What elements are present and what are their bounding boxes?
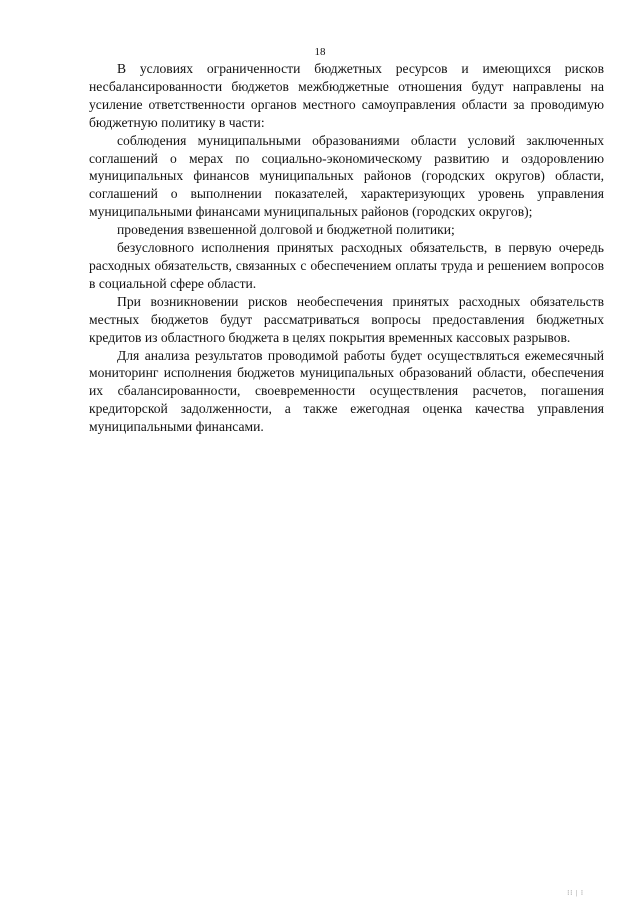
paragraph-budget-credits: При возникновении рисков необеспечения принятых расходных обязательств местных бюджетов будут рассматриваться вопросы предоставления бюджетных кредитов из областного бюджета в целях покрытия временных кассовых разрывов. (89, 293, 604, 345)
paragraph-intro: В условиях ограниченности бюджетных ресурсов и имеющихся рисков несбалансированности бюджетов межбюджетные отношения будут направлены на усиление ответственности органов местного самоуправления области за проводимую бюджетную политику в части: (89, 61, 604, 130)
paragraph-monitoring: Для анализа результатов проводимой работы будет осуществляться ежемесячный мониторинг исполнения бюджетов муниципальных образований области, обеспечения их сбалансированности, своевременности осуществления расчетов, погашения кредиторской задолженности, а также ежегодная оценка качества управления муниципальными финансами. (89, 347, 604, 435)
page-number: 18 (314, 46, 326, 58)
paragraph-obligations: безусловного исполнения принятых расходных обязательств, в первую очередь расходных обязательств, связанных с обеспечением оплаты труда и решением вопросов в социальной сфере области. (89, 240, 604, 291)
paragraph-agreements: соблюдения муниципальными образованиями области условий заключенных соглашений о мерах по социально-экономическому развитию и оздоровлению муниципальных финансов муниципальных районов (городских округов) области, соглашений о выполнении показателей, характеризующих уровень управления муниципальными финансами муниципальных районов (городских округов); (89, 132, 604, 220)
scan-mark: ⁞⁞ | ⁞ (567, 889, 584, 897)
body-text (89, 60, 604, 436)
paragraph-debt-policy: проведения взвешенной долговой и бюджетной политики; (117, 222, 455, 238)
